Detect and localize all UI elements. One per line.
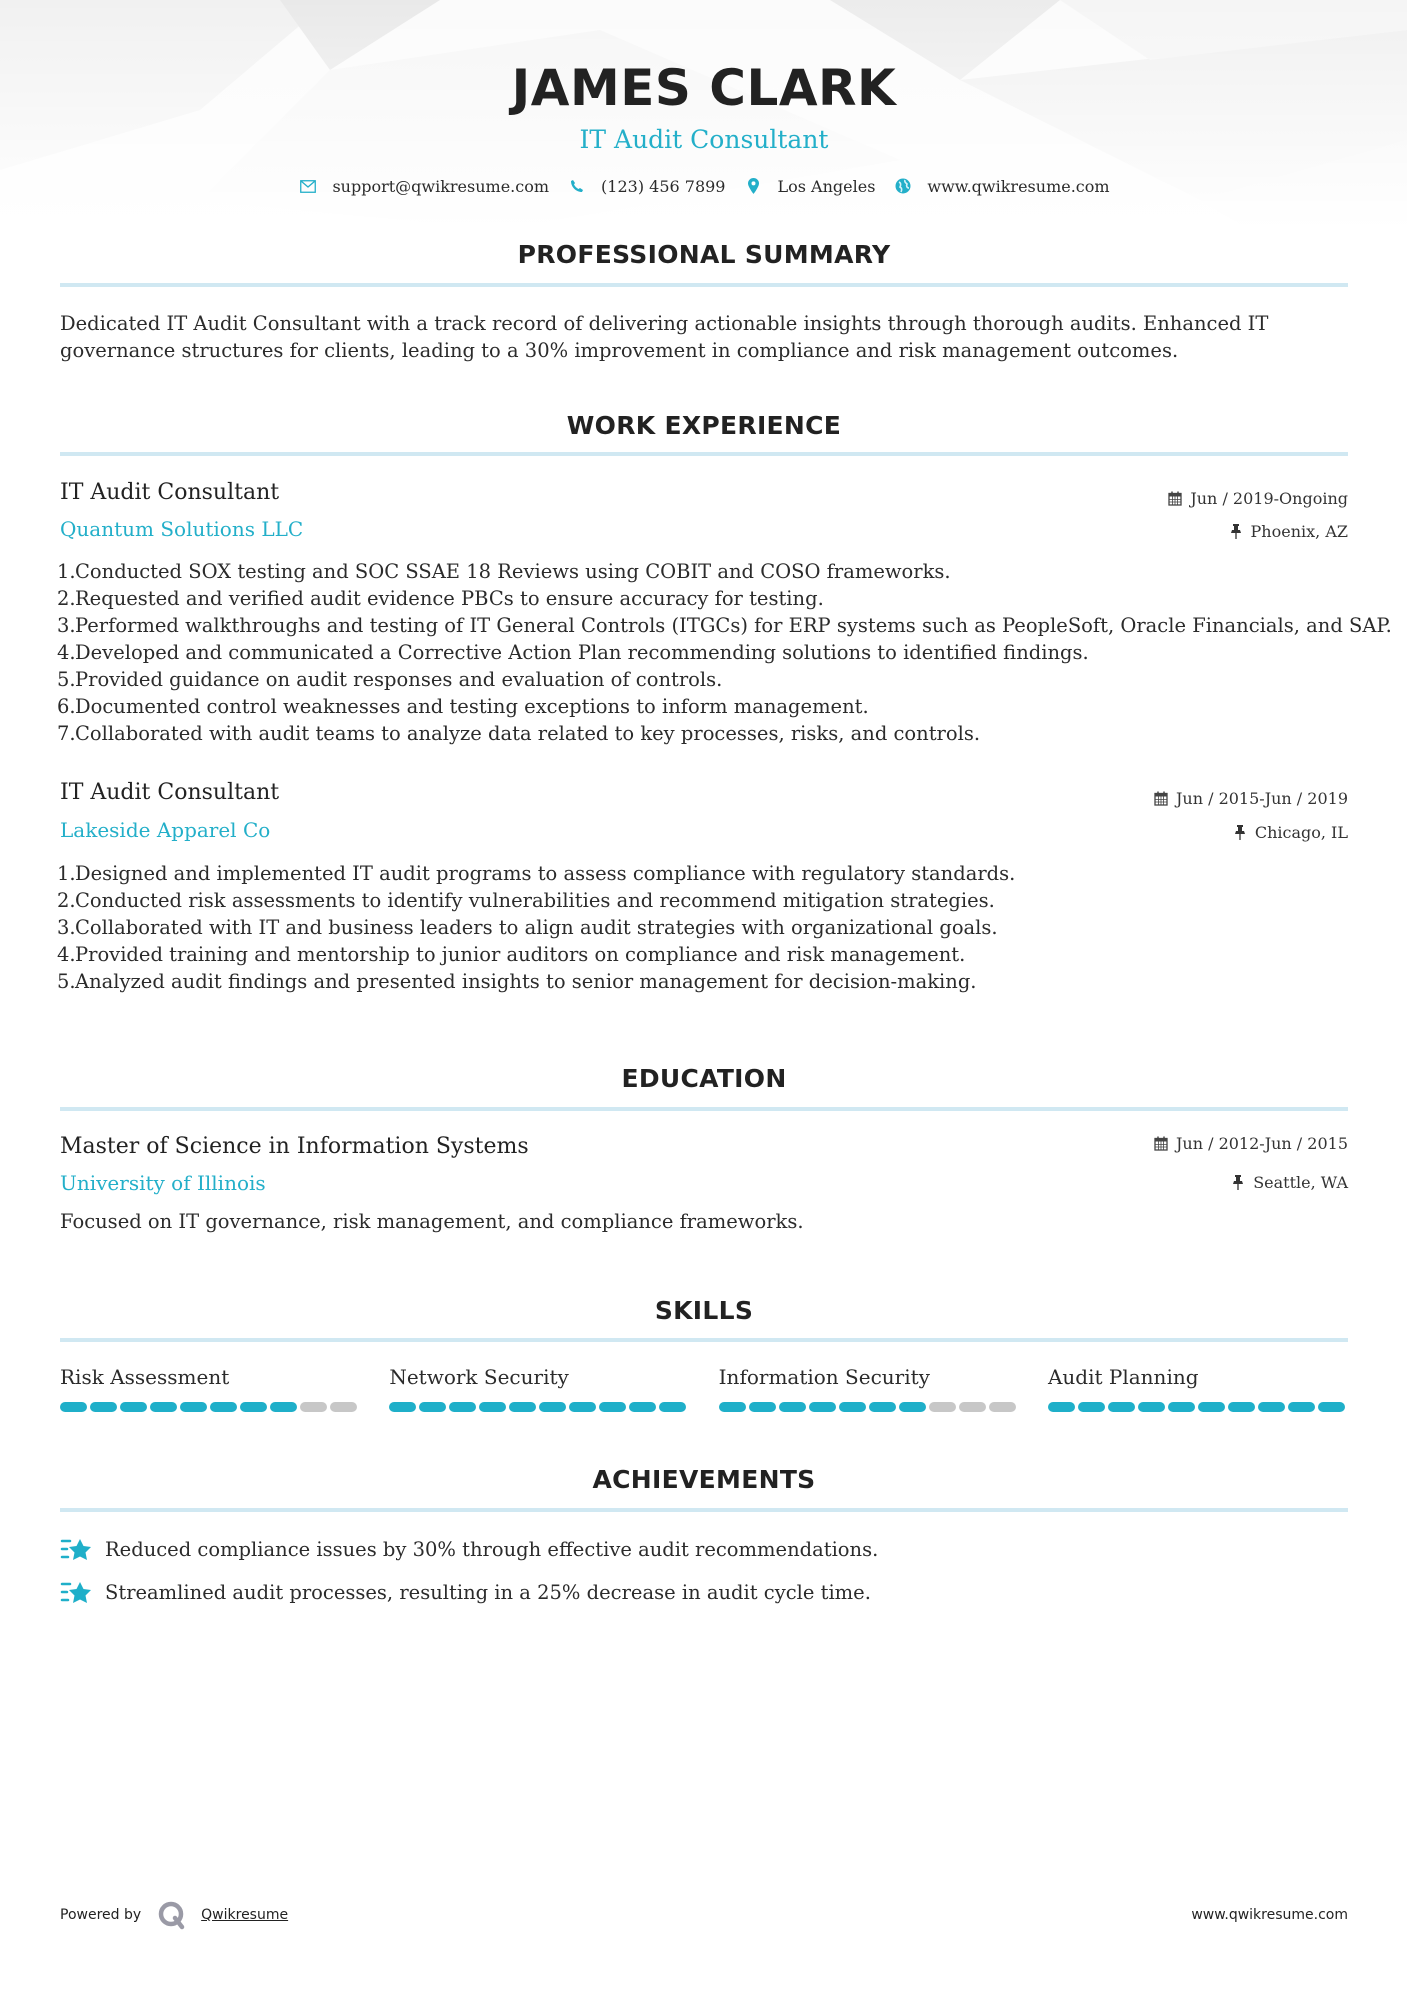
- skill-segment: [569, 1402, 596, 1412]
- list-item: Streamlined audit processes, resulting in a 25% decrease in audit cycle time.: [60, 1571, 1348, 1614]
- job-dates: Jun / 2015-Jun / 2019: [1153, 789, 1348, 808]
- list-item: Reduced compliance issues by 30% through effective audit recommendations.: [60, 1528, 1348, 1571]
- page-footer: [60, 1895, 1348, 1935]
- skill-item: Information Security: [719, 1364, 1019, 1412]
- job-bullets: [57, 558, 1392, 747]
- powered-by: Powered by Qwikresume: [60, 1900, 288, 1930]
- skill-segment: [959, 1402, 986, 1412]
- education-location: Seattle, WA: [1230, 1173, 1348, 1192]
- contact-info: [60, 176, 1348, 196]
- skill-item: Network Security: [389, 1364, 689, 1412]
- skill-segment: [1078, 1402, 1105, 1412]
- education-description: Focused on IT governance, risk management, and compliance frameworks.: [60, 1210, 804, 1233]
- list-item: 5.Analyzed audit findings and presented insights to senior management for decision-making.: [57, 970, 977, 993]
- skill-segment: [300, 1402, 327, 1412]
- list-item: 2.Requested and verified audit evidence PBCs to ensure accuracy for testing.: [57, 587, 824, 610]
- list-item: 4.Provided training and mentorship to junior auditors on compliance and risk management.: [57, 943, 966, 966]
- skills-list: [60, 1364, 1348, 1412]
- list-item: 4.Developed and communicated a Corrective Action Plan recommending solutions to identified findings.: [57, 641, 1089, 664]
- resume-header: [60, 56, 1348, 196]
- calendar-icon: [1153, 1136, 1169, 1152]
- envelope-icon: [298, 176, 318, 196]
- section-divider: [60, 283, 1348, 287]
- skill-segment: [539, 1402, 566, 1412]
- section-heading-experience: WORK EXPERIENCE: [566, 411, 842, 440]
- skill-segment: [240, 1402, 267, 1412]
- footer-website[interactable]: www.qwikresume.com: [1191, 1907, 1348, 1923]
- skill-segment: [1318, 1402, 1345, 1412]
- job-dates: Jun / 2019-Ongoing: [1167, 489, 1348, 508]
- section-divider: [60, 1338, 1348, 1342]
- qwikresume-logo-icon: [157, 1900, 187, 1930]
- skill-segment: [419, 1402, 446, 1412]
- skill-segment: [629, 1402, 656, 1412]
- skill-segment: [270, 1402, 297, 1412]
- calendar-icon: [1167, 491, 1183, 507]
- degree-title: Master of Science in Information Systems: [60, 1134, 529, 1159]
- job-bullets: [57, 860, 1360, 995]
- contact-email[interactable]: [298, 176, 549, 196]
- skill-segment: [210, 1402, 237, 1412]
- section-heading-achievements: ACHIEVEMENTS: [592, 1465, 816, 1494]
- skill-level-bar: [1048, 1402, 1348, 1412]
- section-heading-education: EDUCATION: [621, 1064, 787, 1093]
- job-title: IT Audit Consultant: [60, 480, 280, 505]
- skill-segment: [1168, 1402, 1195, 1412]
- star-icon: [60, 1535, 94, 1565]
- skill-segment: [1198, 1402, 1225, 1412]
- skill-level-bar: [60, 1402, 360, 1412]
- contact-website[interactable]: [893, 176, 1109, 196]
- list-item: 1.Conducted SOX testing and SOC SSAE 18 Reviews using COBIT and COSO frameworks.: [57, 560, 951, 583]
- school-name: University of Illinois: [60, 1171, 266, 1195]
- list-item: 2.Conducted risk assessments to identify vulnerabilities and recommend mitigation strategies.: [57, 889, 995, 912]
- skill-item: Risk Assessment: [60, 1364, 360, 1412]
- pushpin-icon: [1230, 1175, 1246, 1191]
- skill-segment: [869, 1402, 896, 1412]
- list-item: 1.Designed and implemented IT audit programs to assess compliance with regulatory standards.: [57, 862, 1016, 885]
- skill-segment: [749, 1402, 776, 1412]
- achievements-list: [60, 1528, 1348, 1614]
- skill-segment: [899, 1402, 926, 1412]
- education-dates: Jun / 2012-Jun / 2015: [1153, 1134, 1348, 1153]
- section-heading-summary: PROFESSIONAL SUMMARY: [517, 240, 891, 269]
- list-item: 3.Performed walkthroughs and testing of IT General Controls (ITGCs) for ERP systems such as PeopleSoft, Oracle Financials, and SAP.: [57, 614, 1392, 637]
- skill-segment: [1258, 1402, 1285, 1412]
- skill-segment: [449, 1402, 476, 1412]
- summary-text: Dedicated IT Audit Consultant with a track record of delivering actionable insights through thorough audits. Enhanced IT governance structures for clients, leading to a 30% improvement in compliance and risk management outcomes.: [60, 312, 1269, 362]
- map-marker-icon: [743, 176, 763, 196]
- skill-segment: [659, 1402, 686, 1412]
- contact-phone[interactable]: [567, 176, 725, 196]
- job-location: Phoenix, AZ: [1228, 522, 1348, 541]
- skill-segment: [719, 1402, 746, 1412]
- skill-item: Audit Planning: [1048, 1364, 1348, 1412]
- email-text: support@qwikresume.com: [332, 176, 550, 196]
- section-divider: [60, 452, 1348, 456]
- skill-segment: [330, 1402, 357, 1412]
- phone-text: (123) 456 7899: [601, 176, 726, 196]
- phone-icon: [567, 176, 587, 196]
- list-item: 3.Collaborated with IT and business leaders to align audit strategies with organizational goals.: [57, 916, 998, 939]
- company-name: Quantum Solutions LLC: [60, 517, 304, 541]
- calendar-icon: [1153, 791, 1169, 807]
- skill-segment: [479, 1402, 506, 1412]
- list-item: 7.Collaborated with audit teams to analyze data related to key processes, risks, and controls.: [57, 722, 981, 745]
- section-divider: [60, 1107, 1348, 1111]
- globe-icon: [893, 176, 913, 196]
- section-divider: [60, 1508, 1348, 1512]
- skill-segment: [1228, 1402, 1255, 1412]
- skill-segment: [120, 1402, 147, 1412]
- skill-segment: [150, 1402, 177, 1412]
- skill-segment: [1048, 1402, 1075, 1412]
- location-text: Los Angeles: [777, 176, 876, 196]
- candidate-name: JAMES CLARK: [511, 59, 897, 117]
- skill-segment: [929, 1402, 956, 1412]
- skill-segment: [1108, 1402, 1135, 1412]
- skill-segment: [779, 1402, 806, 1412]
- star-icon: [60, 1578, 94, 1608]
- list-item: 5.Provided guidance on audit responses and evaluation of controls.: [57, 668, 723, 691]
- pushpin-icon: [1232, 825, 1248, 841]
- skill-level-bar: [719, 1402, 1019, 1412]
- skill-segment: [599, 1402, 626, 1412]
- skill-segment: [180, 1402, 207, 1412]
- company-name: Lakeside Apparel Co: [60, 818, 271, 842]
- list-item: 6.Documented control weaknesses and testing exceptions to inform management.: [57, 695, 869, 718]
- skill-segment: [60, 1402, 87, 1412]
- skill-segment: [809, 1402, 836, 1412]
- skill-segment: [839, 1402, 866, 1412]
- job-location: Chicago, IL: [1232, 823, 1348, 842]
- contact-location: [743, 176, 875, 196]
- pushpin-icon: [1228, 524, 1244, 540]
- skill-level-bar: [389, 1402, 689, 1412]
- candidate-title: IT Audit Consultant: [579, 125, 829, 154]
- skill-segment: [1288, 1402, 1315, 1412]
- skill-segment: [1138, 1402, 1165, 1412]
- qwikresume-link[interactable]: Qwikresume: [201, 1907, 289, 1923]
- skill-segment: [389, 1402, 416, 1412]
- skill-segment: [90, 1402, 117, 1412]
- skill-segment: [989, 1402, 1016, 1412]
- skill-segment: [509, 1402, 536, 1412]
- job-title: IT Audit Consultant: [60, 780, 280, 805]
- section-heading-skills: SKILLS: [654, 1296, 754, 1325]
- website-text: www.qwikresume.com: [927, 176, 1110, 196]
